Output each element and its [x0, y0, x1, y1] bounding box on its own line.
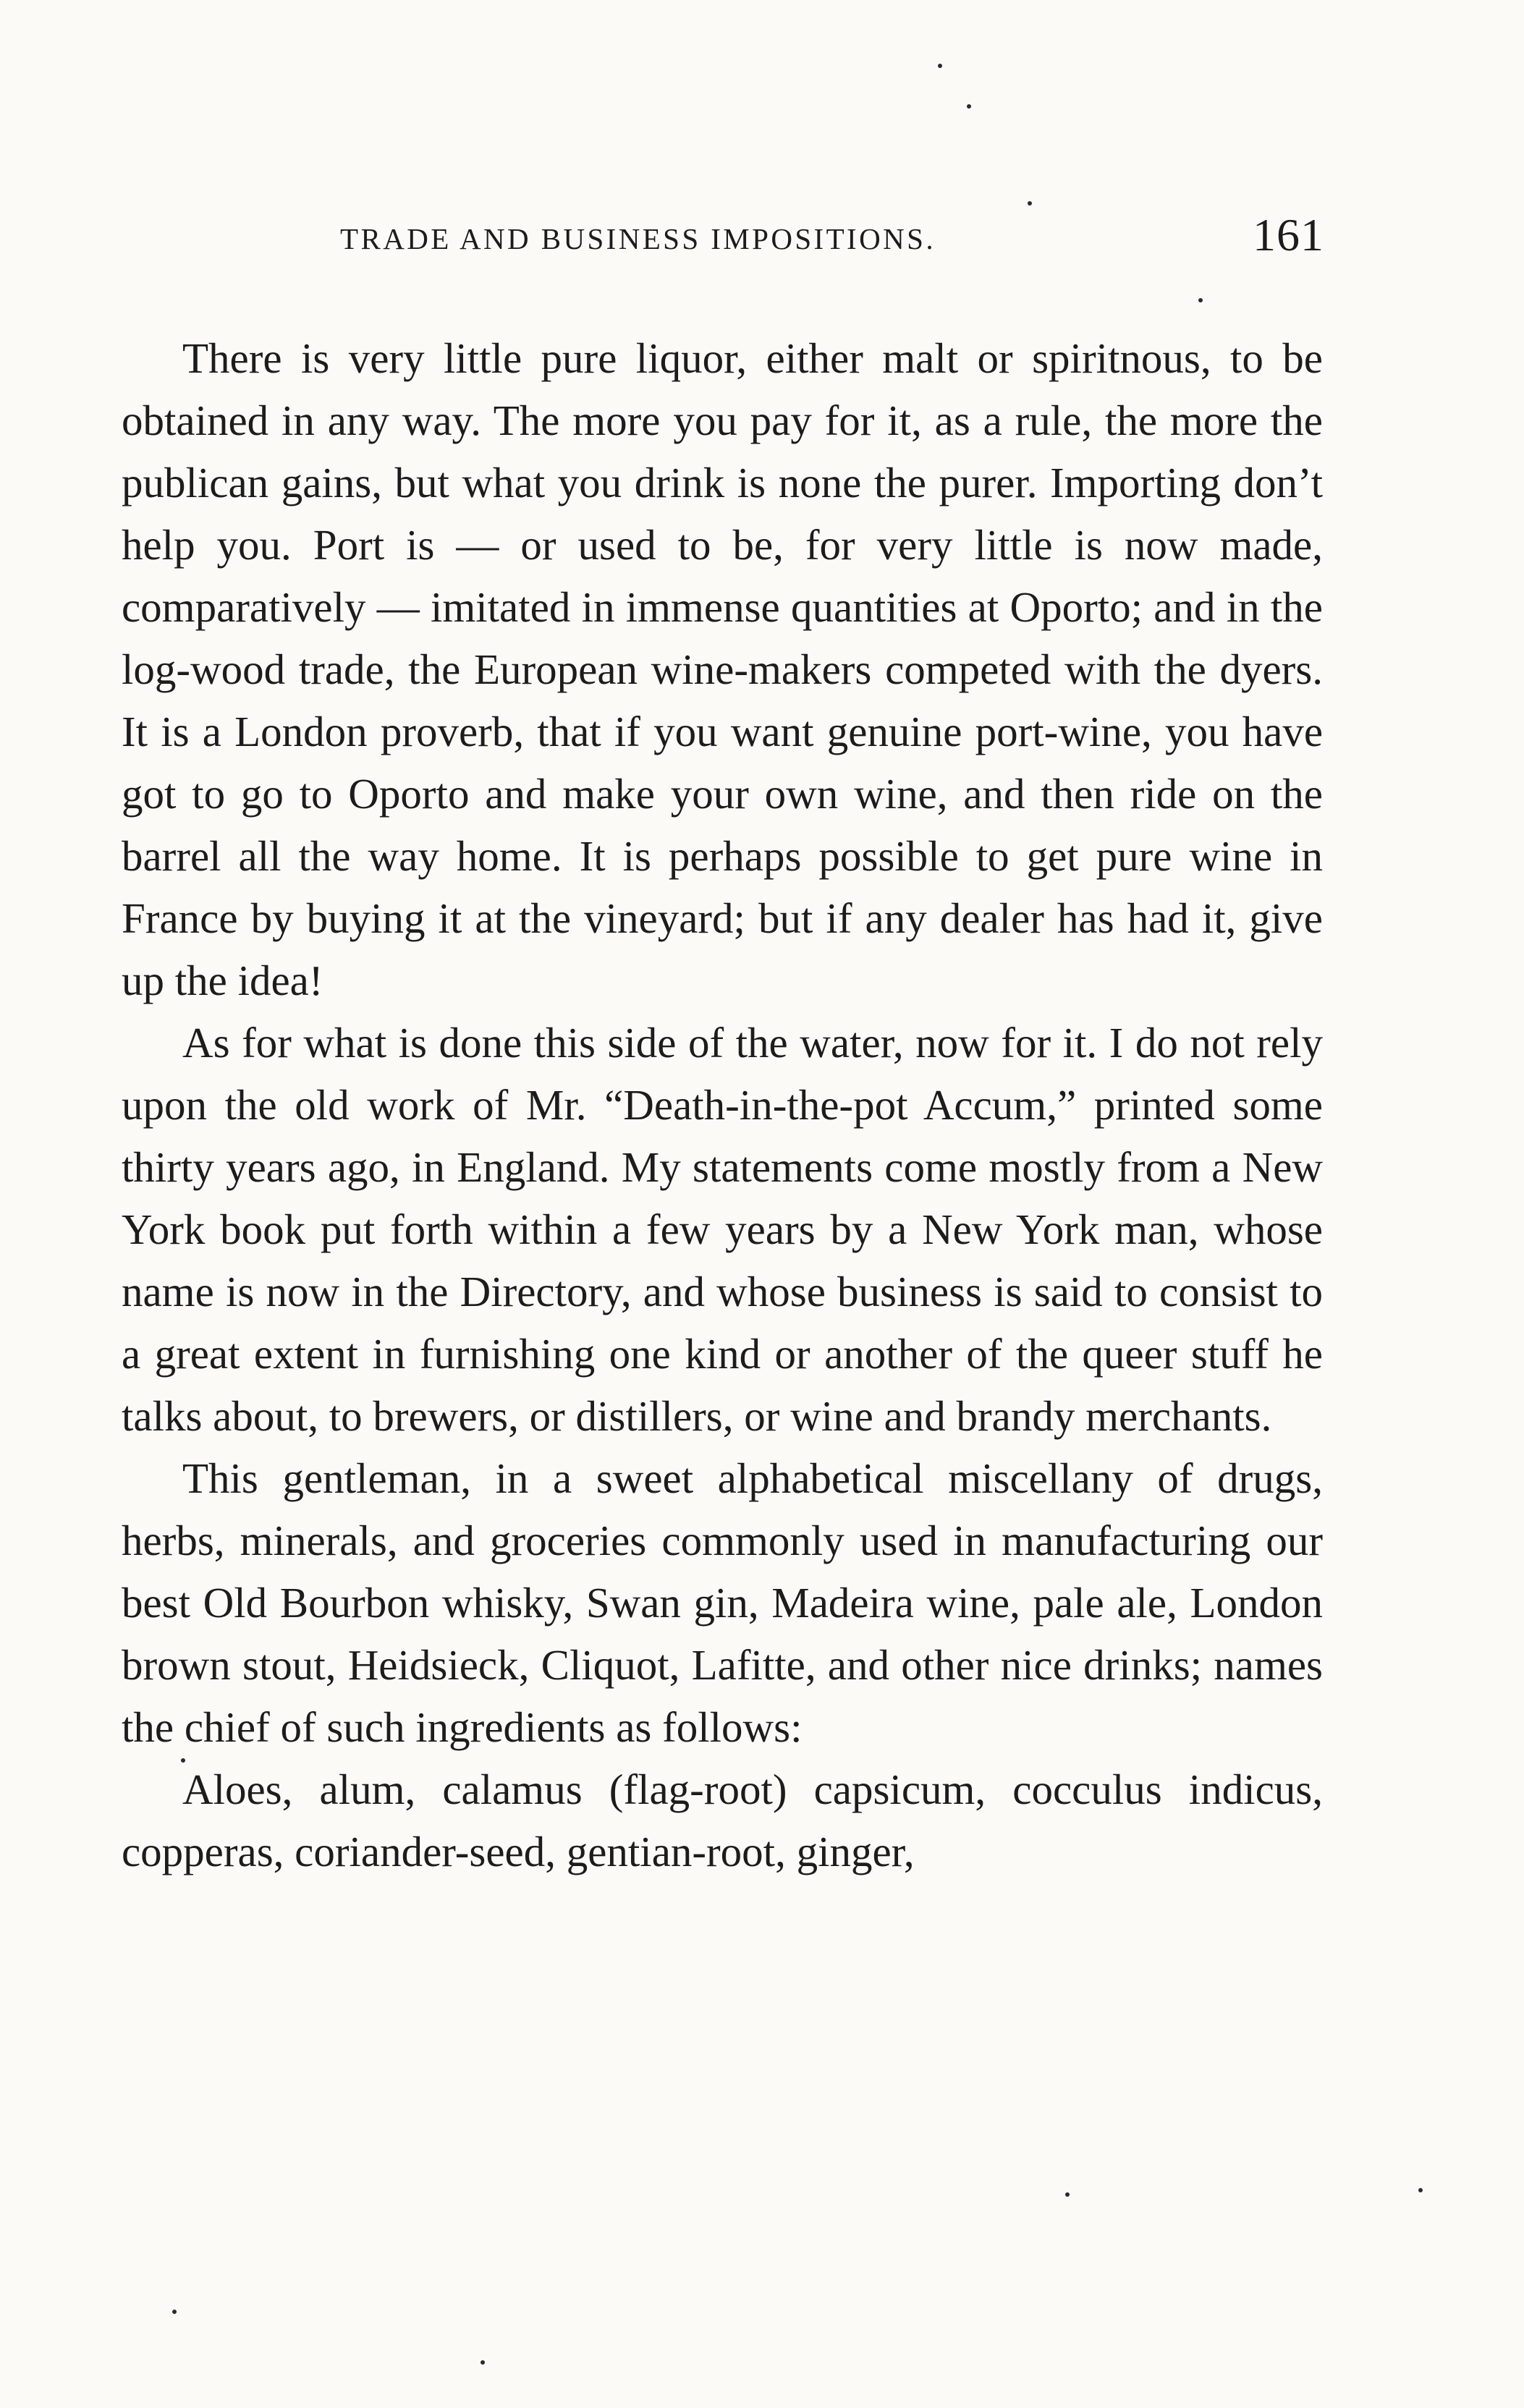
running-head: TRADE AND BUSINESS IMPOSITIONS. — [340, 222, 936, 255]
paragraph-ingredient-list: Aloes, alum, calamus (flag-root) capsicum, cocculus indicus, copperas, coriander-seed, gentian-root, ginger, — [122, 1765, 1323, 1875]
paragraph-domestic-adulteration: As for what is done this side of the water, now for it. I do not rely upon the old work of Mr. “Death-in-the-pot Accum,” printed some thirty years ago, in England. My statements come mostly from a New York book put forth within a few years by a New York man, whose name is now in the Directory, and whose business is said to consist to a great extent in furnishing one kind or another of the queer stuff he talks about, to brewers, or distillers, or wine and brandy merchants. — [122, 1019, 1323, 1440]
scan-speck — [181, 1758, 185, 1763]
paragraph-ingredient-intro: This gentleman, in a sweet alphabetical miscellany of drugs, herbs, minerals, and groceries commonly used in manufacturing our best Old Bourbon whisky, Swan gin, Madeira wine, pale ale, London brown stout, Heidsieck, Cliquot, Lafitte, and other nice drinks; names the chief of such ingredients as follows: — [122, 1454, 1323, 1751]
page-number: 161 — [1253, 209, 1324, 260]
scan-speck — [1198, 298, 1203, 302]
paragraph-liquor-purity: There is very little pure liquor, either malt or spiritnous, to be obtained in any way. The more you pay for it, as a rule, the more the publican gains, but what you drink is none the purer. Importing don’t help you. Port is — or used to be, for very little is now made, comparatively — imitated in immense quantities at Oporto; and in the log-wood trade, the European wine-makers competed with the dyers. It is a London proverb, that if you want genuine port-wine, you have got to go to Oporto and make your own wine, and then ride on the barrel all the way home. It is perhaps possible to get pure wine in France by buying it at the vineyard; but if any dealer has had it, give up the idea! — [122, 334, 1323, 1004]
scan-speck — [481, 2360, 485, 2365]
page-header — [340, 208, 1324, 274]
scan-speck — [1418, 2188, 1423, 2192]
body-text — [122, 327, 1323, 1883]
scan-speck — [938, 64, 942, 68]
scan-speck — [1028, 201, 1032, 205]
scan-speck — [967, 104, 971, 109]
scan-speck — [172, 2310, 177, 2314]
scan-speck — [1065, 2192, 1070, 2197]
